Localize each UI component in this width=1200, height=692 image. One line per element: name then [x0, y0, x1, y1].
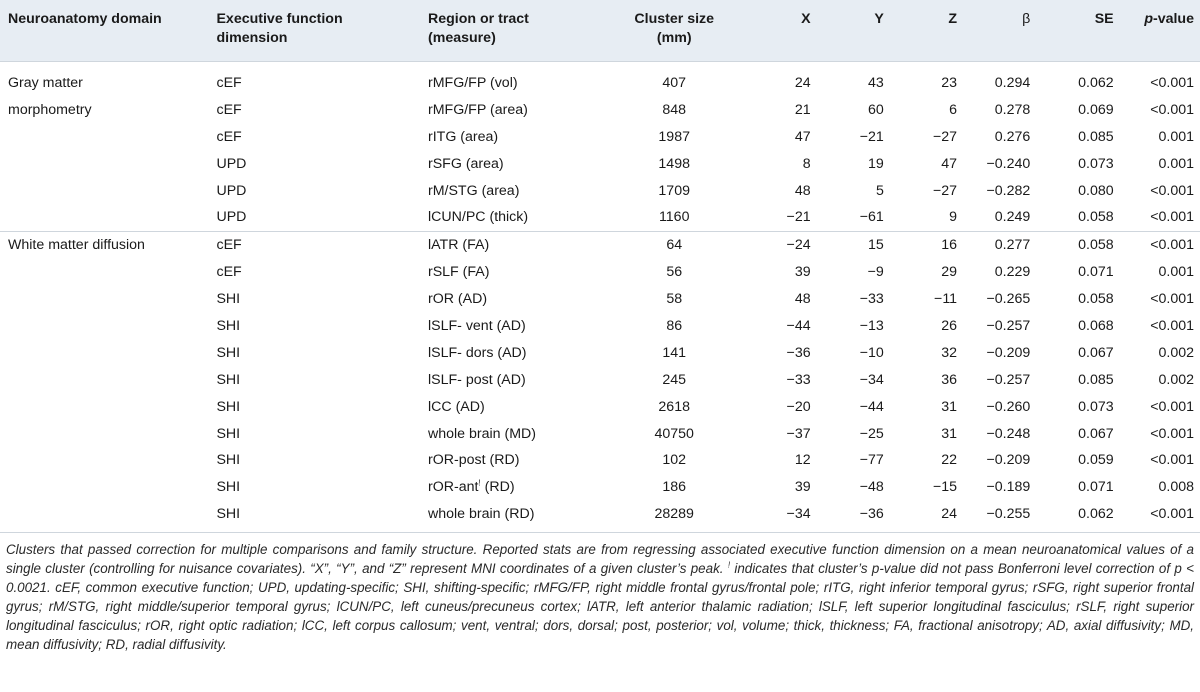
cell-beta: −0.282 — [986, 182, 1031, 199]
cell-x: −37 — [786, 425, 811, 442]
header-region-line2: (measure) — [427, 30, 496, 46]
cell-y: −44 — [859, 398, 884, 415]
cell-region: lCUN/PC (thick) — [427, 209, 529, 226]
cell-cluster-size: 407 — [662, 74, 687, 91]
cell-beta: 0.294 — [994, 74, 1031, 91]
cell-z: 9 — [949, 209, 958, 226]
cell-domain — [0, 501, 208, 532]
cell-cluster-size: 1498 — [658, 155, 690, 172]
header-beta-label: β — [1022, 11, 1031, 27]
cell-z: 23 — [941, 74, 958, 91]
cell-p-value: 0.001 — [1158, 128, 1194, 145]
cell-beta: −0.248 — [986, 425, 1031, 442]
cell-se: 0.085 — [1078, 371, 1114, 388]
header-p-suffix: -value — [1152, 11, 1194, 27]
cell-se: 0.067 — [1078, 344, 1114, 361]
cell-z: 47 — [941, 155, 958, 172]
cell-se: 0.058 — [1078, 209, 1114, 226]
cell-y: 43 — [868, 74, 884, 91]
cell-dimension: SHI — [216, 425, 241, 442]
cell-region: lSLF- vent (AD) — [427, 317, 526, 334]
cell-dimension: cEF — [216, 264, 242, 281]
table-row — [0, 421, 1200, 448]
cell-p-value: <0.001 — [1150, 74, 1194, 91]
cell-region — [420, 474, 603, 501]
cell-se: 0.058 — [1078, 291, 1114, 308]
cell-dimension: UPD — [216, 155, 247, 172]
table-row — [0, 501, 1200, 532]
cell-region: whole brain (RD) — [427, 506, 535, 523]
cell-se: 0.073 — [1078, 398, 1114, 415]
table-row — [0, 62, 1200, 97]
cell-domain — [0, 313, 208, 340]
cell-z: 16 — [941, 237, 958, 254]
cell-region: rITG (area) — [427, 128, 499, 145]
cell-cluster-size: 40750 — [654, 425, 694, 442]
cell-z: −11 — [934, 291, 958, 308]
table-row — [0, 340, 1200, 367]
cell-p-value: <0.001 — [1150, 101, 1194, 118]
cell-dimension: UPD — [216, 182, 247, 199]
cell-domain — [0, 340, 208, 367]
cell-region: whole brain (MD) — [427, 425, 536, 442]
cell-se: 0.058 — [1078, 237, 1114, 254]
cell-x: 39 — [794, 479, 811, 496]
cell-p-value: <0.001 — [1150, 182, 1194, 199]
cell-z: 6 — [949, 101, 958, 118]
table-row — [0, 286, 1200, 313]
cell-beta: −0.209 — [986, 344, 1031, 361]
cell-cluster-size: 56 — [666, 264, 683, 281]
table-row — [0, 259, 1200, 286]
footnote-part1: Clusters that passed correction for multiple comparisons and family structure. Reported stats are from regressing associated executive function dimension on a mean neuroanatomical values of a single cluster (controlling for nuisance covariates). “X”, “Y”, and “Z” represent MNI coordinates of a given cluster’s peak. — [6, 542, 1194, 577]
cell-domain: White matter diffusion — [8, 237, 145, 254]
cell-z: 36 — [941, 371, 958, 388]
cell-p-value: <0.001 — [1150, 209, 1194, 226]
cell-x: −36 — [786, 344, 811, 361]
cell-beta: 0.277 — [994, 237, 1031, 254]
header-cluster-size — [603, 0, 745, 62]
cell-domain — [0, 204, 208, 231]
cell-cluster-size: 58 — [666, 291, 683, 308]
cell-region: rOR-post (RD) — [427, 452, 520, 469]
cell-z: 31 — [941, 425, 958, 442]
cell-se: 0.071 — [1078, 264, 1114, 281]
cell-x: 39 — [794, 264, 811, 281]
table-row — [0, 97, 1200, 124]
cell-region: lSLF- post (AD) — [427, 371, 526, 388]
cell-z: 32 — [941, 344, 958, 361]
cell-region: rSFG (area) — [427, 155, 504, 172]
cell-z: 26 — [941, 317, 958, 334]
cell-cluster-size: 102 — [662, 452, 687, 469]
cell-p-value: <0.001 — [1150, 237, 1194, 254]
cell-domain — [0, 124, 208, 151]
cell-p-value: 0.002 — [1158, 371, 1194, 388]
cell-region: rOR (AD) — [427, 291, 488, 308]
cell-y: 19 — [868, 155, 884, 172]
table-row — [0, 447, 1200, 474]
cell-z: −27 — [932, 182, 958, 199]
header-beta — [965, 0, 1038, 62]
header-p-prefix: p — [1144, 11, 1153, 27]
header-dimension — [208, 0, 420, 62]
cell-x: 21 — [794, 101, 811, 118]
cell-domain — [0, 421, 208, 448]
cell-dimension: SHI — [216, 371, 241, 388]
cell-p-value: <0.001 — [1150, 452, 1194, 469]
cell-cluster-size: 141 — [662, 344, 687, 361]
footnote-part2: indicates that cluster’s p-value did not pass Bonferroni level correction of p < 0.0021. cEF, common executive function; UPD, updating-specific; SHI, shifting-specific; rMFG/FP, right middle frontal gyrus/frontal pole; rITG, right inferior temporal gyrus; rSFG, right superior frontal gyrus; rM/STG, right middle/superior temporal gyrus; lCUN/PC, left cuneus/precuneus cortex; lATR, left anterior thalamic radiation; lSLF, left superior longitudinal fasciculus; rSLF, right superior longitudinal fasciculus; rOR, right optic radiation; lCC, left corpus callosum; vent, ventral; dors, dorsal; post, posterior; vol, volume; thick, thickness; FA, fractional anisotropy; AD, axial diffusivity; MD, mean diffusivity; RD, radial diffusivity. — [6, 561, 1195, 652]
cell-x: −44 — [786, 317, 811, 334]
cell-beta: −0.257 — [986, 317, 1031, 334]
cell-p-value: <0.001 — [1150, 291, 1194, 308]
table-row — [0, 394, 1200, 421]
cell-region-text: rOR-ant — [427, 479, 479, 496]
cell-region: lSLF- dors (AD) — [427, 344, 527, 361]
cell-dimension: SHI — [216, 452, 241, 469]
cell-cluster-size: 86 — [666, 317, 683, 334]
cell-dimension: SHI — [216, 291, 241, 308]
cell-beta: 0.249 — [994, 209, 1031, 226]
cell-p-value: 0.002 — [1158, 344, 1194, 361]
cell-region: lCC (AD) — [427, 398, 485, 415]
cell-x: −21 — [786, 209, 811, 226]
cell-beta: 0.276 — [994, 128, 1031, 145]
cell-y: −77 — [859, 452, 884, 469]
cell-x: −24 — [786, 237, 811, 254]
cell-dimension: SHI — [216, 506, 241, 523]
header-region-line1: Region or tract — [427, 11, 529, 27]
table-row — [0, 474, 1200, 501]
table-row — [0, 367, 1200, 394]
table-header — [0, 0, 1200, 62]
cell-domain — [0, 178, 208, 205]
header-row — [0, 0, 1200, 62]
cell-p-value: <0.001 — [1150, 506, 1194, 523]
cell-p-value: 0.001 — [1158, 264, 1194, 281]
cell-se: 0.062 — [1078, 506, 1114, 523]
cell-x: 8 — [802, 155, 811, 172]
cell-p-value: <0.001 — [1150, 398, 1194, 415]
cell-dimension: cEF — [216, 237, 242, 254]
cell-p-value: 0.001 — [1158, 155, 1194, 172]
cell-se: 0.073 — [1078, 155, 1114, 172]
cell-se: 0.068 — [1078, 317, 1114, 334]
cell-y: −13 — [859, 317, 884, 334]
cell-z: 22 — [941, 452, 958, 469]
cell-x: 12 — [794, 452, 811, 469]
cell-cluster-size: 2618 — [658, 398, 690, 415]
cell-region-mark: ! — [478, 478, 481, 488]
cell-region-suffix: (RD) — [480, 479, 515, 496]
cell-y: 60 — [868, 101, 884, 118]
cell-se: 0.080 — [1078, 182, 1114, 199]
header-y-label: Y — [874, 11, 884, 27]
header-domain — [0, 0, 208, 62]
cell-region: lATR (FA) — [427, 237, 490, 254]
cell-x: −20 — [786, 398, 811, 415]
cell-y: −10 — [859, 344, 884, 361]
cell-z: −27 — [932, 128, 958, 145]
cell-y: −61 — [859, 209, 884, 226]
table-row — [0, 232, 1200, 259]
header-dimension-label: Executive function dimension — [216, 11, 343, 46]
cell-domain — [0, 367, 208, 394]
cell-domain: Gray matter — [8, 74, 83, 91]
cell-beta: −0.265 — [986, 291, 1031, 308]
cell-y: −34 — [859, 371, 884, 388]
header-se — [1038, 0, 1121, 62]
header-cluster-line2: (mm) — [656, 30, 692, 46]
header-z-label: Z — [948, 11, 958, 27]
cell-se: 0.062 — [1078, 74, 1114, 91]
cell-region: rM/STG (area) — [427, 182, 520, 199]
cell-beta: −0.255 — [986, 506, 1031, 523]
cell-domain — [0, 394, 208, 421]
header-cluster-line1: Cluster size — [634, 11, 715, 27]
cell-region: rSLF (FA) — [427, 264, 490, 281]
header-x — [745, 0, 818, 62]
footnote-mark: ! — [727, 560, 731, 570]
cell-dimension: SHI — [216, 344, 241, 361]
cell-y: −36 — [859, 506, 884, 523]
table-row — [0, 204, 1200, 231]
header-x-label: X — [801, 11, 811, 27]
cell-beta: 0.278 — [994, 101, 1031, 118]
cell-domain: morphometry — [8, 101, 92, 118]
cell-se: 0.069 — [1078, 101, 1114, 118]
cell-se: 0.059 — [1078, 452, 1114, 469]
cell-cluster-size: 245 — [662, 371, 687, 388]
cell-beta: −0.240 — [986, 155, 1031, 172]
table-row — [0, 151, 1200, 178]
cell-dimension: SHI — [216, 479, 241, 496]
cell-x: 48 — [794, 182, 811, 199]
cell-dimension: cEF — [216, 74, 242, 91]
cell-cluster-size: 186 — [662, 479, 687, 496]
cell-y: −9 — [867, 264, 884, 281]
header-p-value — [1122, 0, 1200, 62]
cell-y: −21 — [859, 128, 884, 145]
cell-cluster-size: 1987 — [658, 128, 690, 145]
cell-beta: −0.209 — [986, 452, 1031, 469]
cell-x: 24 — [794, 74, 811, 91]
cell-beta: −0.189 — [986, 479, 1031, 496]
cell-region: rMFG/FP (vol) — [427, 74, 518, 91]
header-y — [819, 0, 892, 62]
header-region — [420, 0, 603, 62]
table-row — [0, 178, 1200, 205]
table-footnote — [0, 533, 1200, 654]
cell-cluster-size: 1160 — [658, 209, 690, 226]
cell-dimension: cEF — [216, 128, 242, 145]
header-z — [892, 0, 965, 62]
cell-cluster-size: 1709 — [658, 182, 690, 199]
cell-domain — [0, 286, 208, 313]
cell-z: 29 — [941, 264, 958, 281]
cell-y: 5 — [875, 182, 884, 199]
header-se-label: SE — [1094, 11, 1114, 27]
cell-x: 48 — [794, 291, 811, 308]
cell-p-value: <0.001 — [1150, 425, 1194, 442]
cell-beta: 0.229 — [994, 264, 1031, 281]
cell-p-value: 0.008 — [1158, 479, 1194, 496]
cell-dimension: UPD — [216, 209, 247, 226]
cell-x: −33 — [786, 371, 811, 388]
cell-se: 0.071 — [1078, 479, 1114, 496]
cell-cluster-size: 28289 — [654, 506, 694, 523]
cell-domain — [0, 259, 208, 286]
table-body — [0, 62, 1200, 533]
cell-z: 31 — [941, 398, 958, 415]
cell-z: −15 — [932, 479, 958, 496]
cell-dimension: cEF — [216, 101, 242, 118]
cell-se: 0.085 — [1078, 128, 1114, 145]
cell-beta: −0.260 — [986, 398, 1031, 415]
cell-y: −33 — [859, 291, 884, 308]
cell-x: −34 — [786, 506, 811, 523]
cell-p-value: <0.001 — [1150, 317, 1194, 334]
cell-dimension: SHI — [216, 317, 241, 334]
table-row — [0, 313, 1200, 340]
cell-y: −25 — [859, 425, 884, 442]
cell-x: 47 — [794, 128, 811, 145]
table-row — [0, 124, 1200, 151]
cell-dimension: SHI — [216, 398, 241, 415]
cell-domain — [0, 474, 208, 501]
cell-cluster-size: 848 — [662, 101, 687, 118]
cell-domain — [0, 151, 208, 178]
cell-region: rMFG/FP (area) — [427, 101, 528, 118]
header-domain-label: Neuroanatomy domain — [8, 11, 162, 27]
cell-y: 15 — [868, 237, 884, 254]
cell-y: −48 — [859, 479, 884, 496]
cell-cluster-size: 64 — [666, 237, 683, 254]
cell-domain — [0, 447, 208, 474]
cell-se: 0.067 — [1078, 425, 1114, 442]
cell-beta: −0.257 — [986, 371, 1031, 388]
cell-z: 24 — [941, 506, 958, 523]
